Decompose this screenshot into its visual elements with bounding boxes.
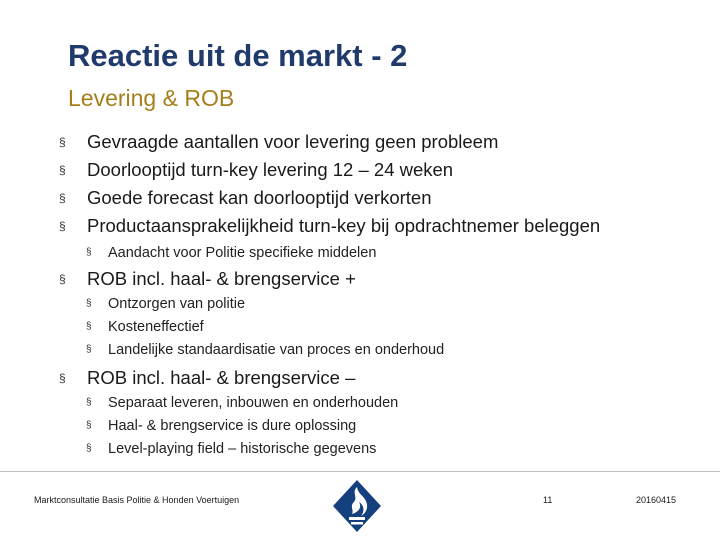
sub-bullet-text: Kosteneffectief xyxy=(108,319,204,335)
sub-bullet-item xyxy=(86,243,376,263)
bullet-item xyxy=(59,366,355,390)
sub-bullet-text: Haal- & brengservice is dure oplossing xyxy=(108,418,357,434)
slide-subtitle: Levering & ROB xyxy=(68,85,235,111)
bullet-marker: § xyxy=(59,219,66,233)
bullet-marker: § xyxy=(59,163,66,177)
bullet-item xyxy=(59,267,356,291)
sub-bullet-item xyxy=(86,416,356,436)
sub-bullet-text: Separaat leveren, inbouwen en onderhouden xyxy=(108,395,399,411)
bullet-item xyxy=(59,186,432,210)
footer-divider xyxy=(0,471,720,472)
bullet-item xyxy=(59,158,453,182)
bullet-marker: § xyxy=(86,344,92,355)
sub-bullet-item xyxy=(86,340,444,360)
sub-bullet-item xyxy=(86,317,204,337)
sub-bullet-text: Landelijke standaardisatie van proces en onderhoud xyxy=(108,342,445,358)
bullet-text: Goede forecast kan doorlooptijd verkorten xyxy=(87,187,432,208)
bullet-text: Doorlooptijd turn-key levering 12 – 24 weken xyxy=(87,159,454,180)
bullet-marker: § xyxy=(86,443,92,454)
bullet-marker: § xyxy=(86,247,92,258)
sub-bullet-text: Ontzorgen van politie xyxy=(108,296,246,312)
bullet-marker: § xyxy=(86,420,92,431)
bullet-text: ROB incl. haal- & brengservice – xyxy=(87,367,356,388)
bullet-marker: § xyxy=(59,371,66,385)
sub-bullet-item xyxy=(86,439,376,459)
bullet-text: Productaansprakelijkheid turn-key bij opdrachtnemer beleggen xyxy=(87,215,601,236)
sub-bullet-text: Aandacht voor Politie specifieke middelen xyxy=(108,245,377,261)
bullet-text: Gevraagde aantallen voor levering geen probleem xyxy=(87,131,499,152)
bullet-marker: § xyxy=(59,191,66,205)
bullet-item xyxy=(59,214,600,238)
bullet-marker: § xyxy=(59,272,66,286)
bullet-text: ROB incl. haal- & brengservice + xyxy=(87,268,356,289)
bullet-marker: § xyxy=(59,135,66,149)
sub-bullet-item xyxy=(86,393,398,413)
politie-flame-logo-icon xyxy=(331,478,383,534)
footer-date: 20160415 xyxy=(636,495,677,505)
page-number: 11 xyxy=(543,495,553,505)
bullet-marker: § xyxy=(86,321,92,332)
footer-title: Marktconsultatie Basis Politie & Honden Voertuigen xyxy=(34,495,240,505)
bullet-item xyxy=(59,130,498,154)
bullet-marker: § xyxy=(86,397,92,408)
bullet-marker: § xyxy=(86,298,92,309)
sub-bullet-item xyxy=(86,294,245,314)
sub-bullet-text: Level-playing field – historische gegevens xyxy=(108,441,377,457)
slide-title: Reactie uit de markt - 2 xyxy=(68,38,408,73)
